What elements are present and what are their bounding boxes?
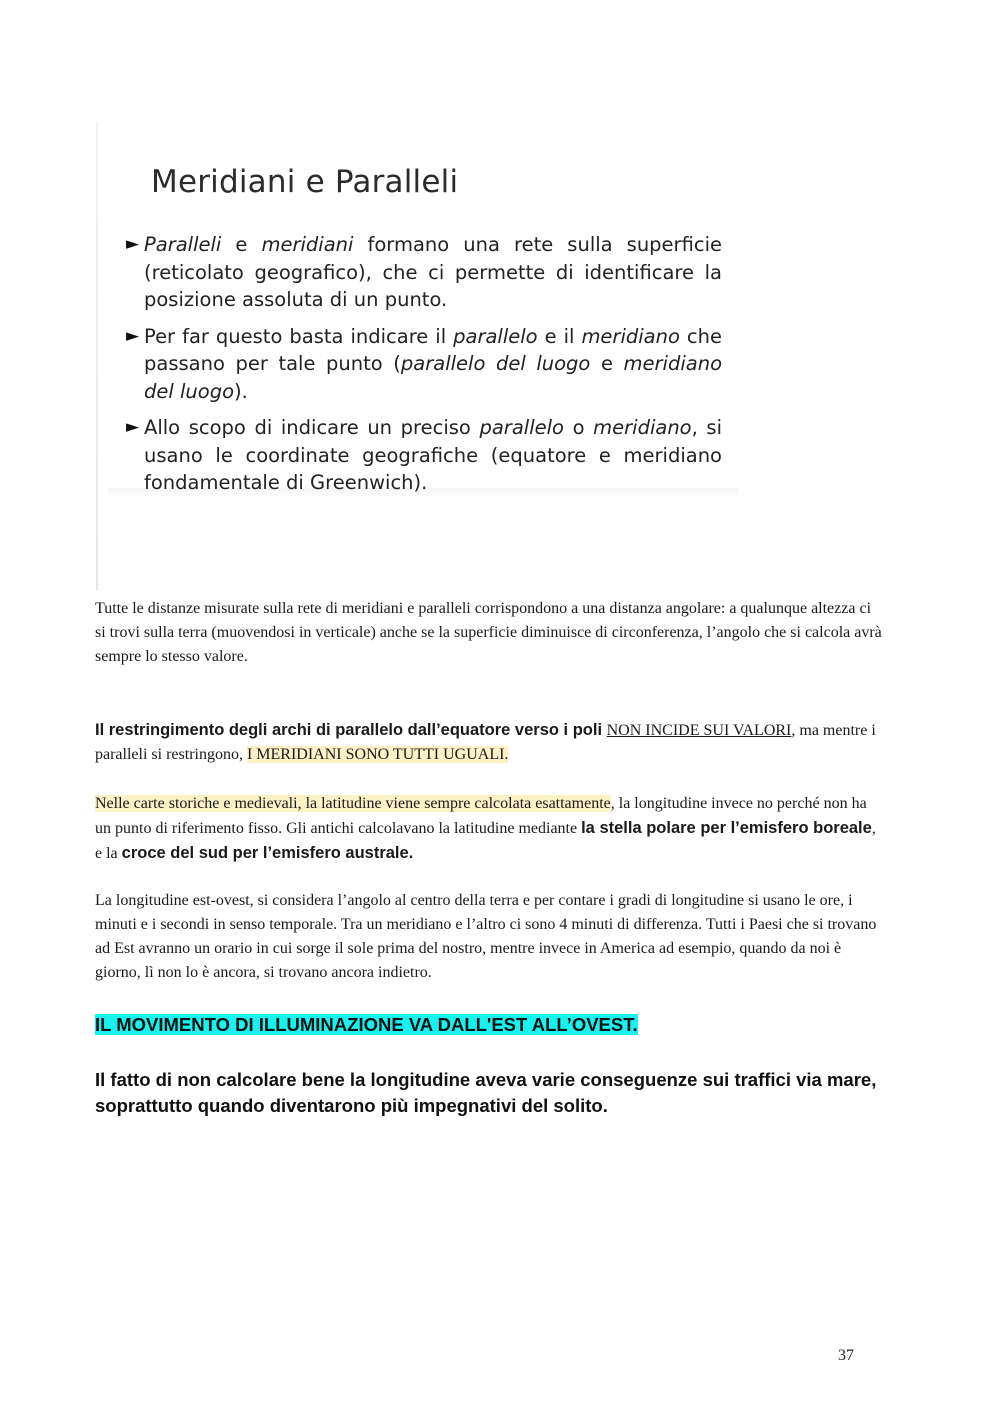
paragraph-historical-maps: Nelle carte storiche e medievali, la latitudine viene sempre calcolata esattamente, la longitudine invece no perché non ha un punto di riferimento fisso. Gli antichi calcolavano la latitudine mediante la stella polare per l’emisfero boreale, e la croce del sud per l’emisfero australe. [95, 795, 876, 862]
bold-text: croce del sud per l’emisfero australe. [121, 844, 414, 862]
bold-text: Il restringimento degli archi di parallelo dall’equatore verso i poli [95, 721, 607, 739]
banner-text: IL MOVIMENTO DI ILLUMINAZIONE VA DALL'EST ALL’OVEST. [95, 1014, 638, 1035]
closing-paragraph: Il fatto di non calcolare bene la longitudine aveva varie conseguenze sui traffici via mare, soprattutto quando diventarono più impegnativi del solito. [95, 1069, 877, 1116]
slide-title: Meridiani e Paralleli [151, 164, 459, 200]
bullet-arrow-icon: ► [126, 417, 140, 437]
bold-text: la stella polare per l’emisfero boreale [581, 819, 872, 837]
highlighted-text: I MERIDIANI SONO TUTTI UGUALI. [246, 746, 509, 763]
page-number: 37 [838, 1347, 854, 1364]
highlighted-text: Nelle carte storiche e medievali, la latitudine viene sempre calcolata esattamente [95, 795, 611, 812]
paragraph-distances: Tutte le distanze misurate sulla rete di meridiani e paralleli corrispondono a una distanza angolare: a qualunque altezza ci si trovi sulla terra (muovendosi in verticale) anche se la superficie diminuisce di circonferenza, l’angolo che si calcola avrà sempre lo stesso valore. [95, 600, 882, 665]
highlighted-banner [95, 1013, 638, 1037]
bullet-arrow-icon: ► [126, 234, 140, 254]
bullet-text: Allo scopo di indicare un preciso parallelo o meridiano, si usano le coordinate geografiche (equatore e meridiano fondamentale di Greenwich). [144, 416, 723, 494]
bullet-arrow-icon: ► [126, 325, 140, 346]
slide-bullet [128, 231, 722, 314]
slide-bullet [128, 323, 722, 406]
paragraph-longitude: La longitudine est-ovest, si considera l’angolo al centro della terra e per contare i gradi di longitudine si usano le ore, i minuti e i secondi in senso temporale. Tra un meridiano e l’altro ci sono 4 minuti di differenza. Tutti i Paesi che si trovano ad Est avranno un orario in cui sorge il sole prima del nostro, mentre invece in America ad esempio, quando da noi è giorno, lì non lo è ancora, si trovano ancora indietro. [95, 892, 877, 981]
slide-bullet-list [128, 231, 722, 506]
slide-bullet [128, 414, 722, 497]
bullet-text: Paralleli e meridiani formano una rete sulla superficie (reticolato geografico), che ci permette di identificare la posizione assoluta di un punto. [144, 233, 722, 311]
bullet-text: Per far questo basta indicare il parallelo e il meridiano che passano per tale punto (parallelo del luogo e meridiano del luogo). [144, 324, 722, 403]
paragraph-parallels: Il restringimento degli archi di parallelo dall’equatore verso i poli NON INCIDE SUI VALORI, ma mentre i paralleli si restringono, I MERIDIANI SONO TUTTI UGUALI. [95, 721, 876, 763]
slide-left-border [96, 122, 98, 590]
underlined-text: NON INCIDE SUI VALORI [606, 722, 792, 739]
